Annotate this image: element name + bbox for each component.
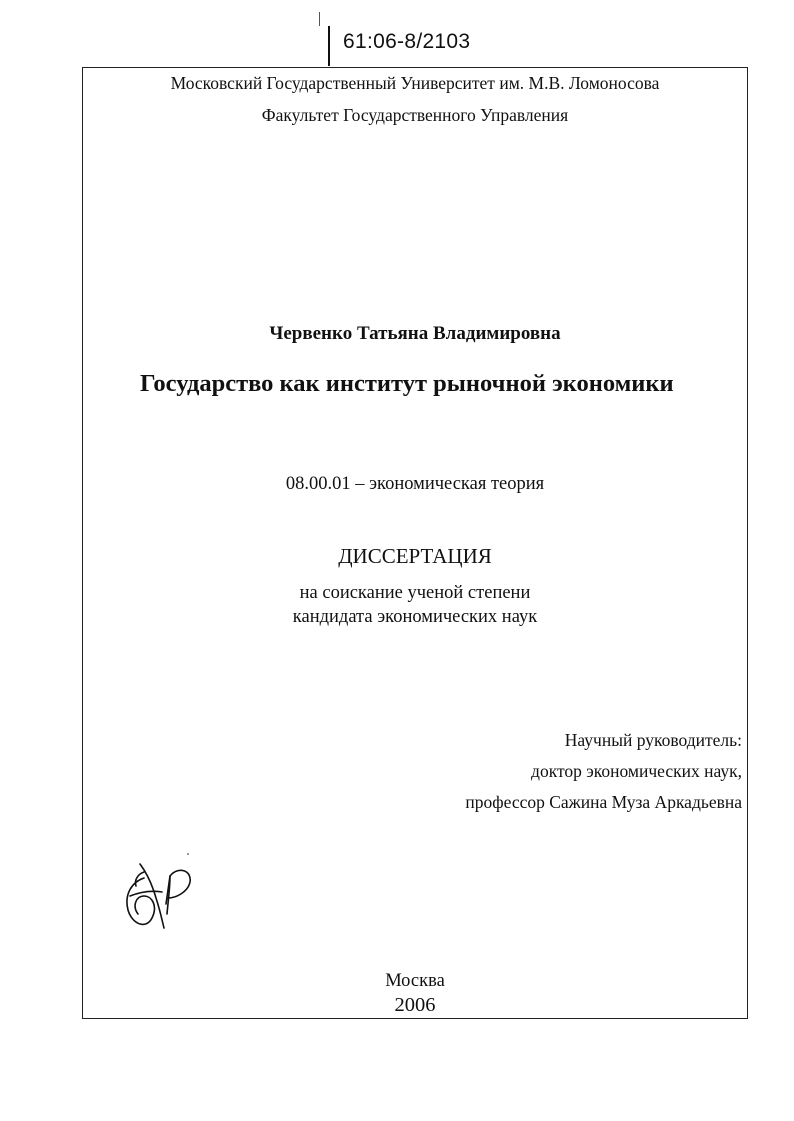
- author-name: Червенко Татьяна Владимировна: [269, 323, 561, 344]
- supervisor-name: профессор Сажина Муза Аркадьевна: [465, 792, 742, 812]
- dissertation-title: Государство как институт рыночной экономики: [140, 370, 674, 397]
- year: 2006: [394, 994, 436, 1016]
- supervisor-label: Научный руководитель:: [564, 730, 742, 750]
- specialty-code: 08.00.01 – экономическая теория: [285, 474, 545, 494]
- handwritten-signature: [118, 858, 198, 936]
- archive-stamp: 61:06-8/2103: [343, 30, 471, 53]
- city: Москва: [385, 971, 445, 991]
- faculty-name: Факультет Государственного Управления: [261, 105, 569, 125]
- scan-tick-mark: [319, 12, 320, 26]
- scan-speck: [187, 853, 189, 855]
- document-type: ДИССЕРТАЦИЯ: [338, 544, 492, 568]
- supervisor-degree: доктор экономических наук,: [531, 761, 742, 781]
- degree-line-2: кандидата экономических наук: [292, 607, 538, 627]
- university-name: Московский Государственный Университет им. М.В. Ломоносова: [170, 73, 660, 93]
- stamp-bar: [328, 26, 330, 66]
- degree-line-1: на соискание ученой степени: [299, 583, 531, 603]
